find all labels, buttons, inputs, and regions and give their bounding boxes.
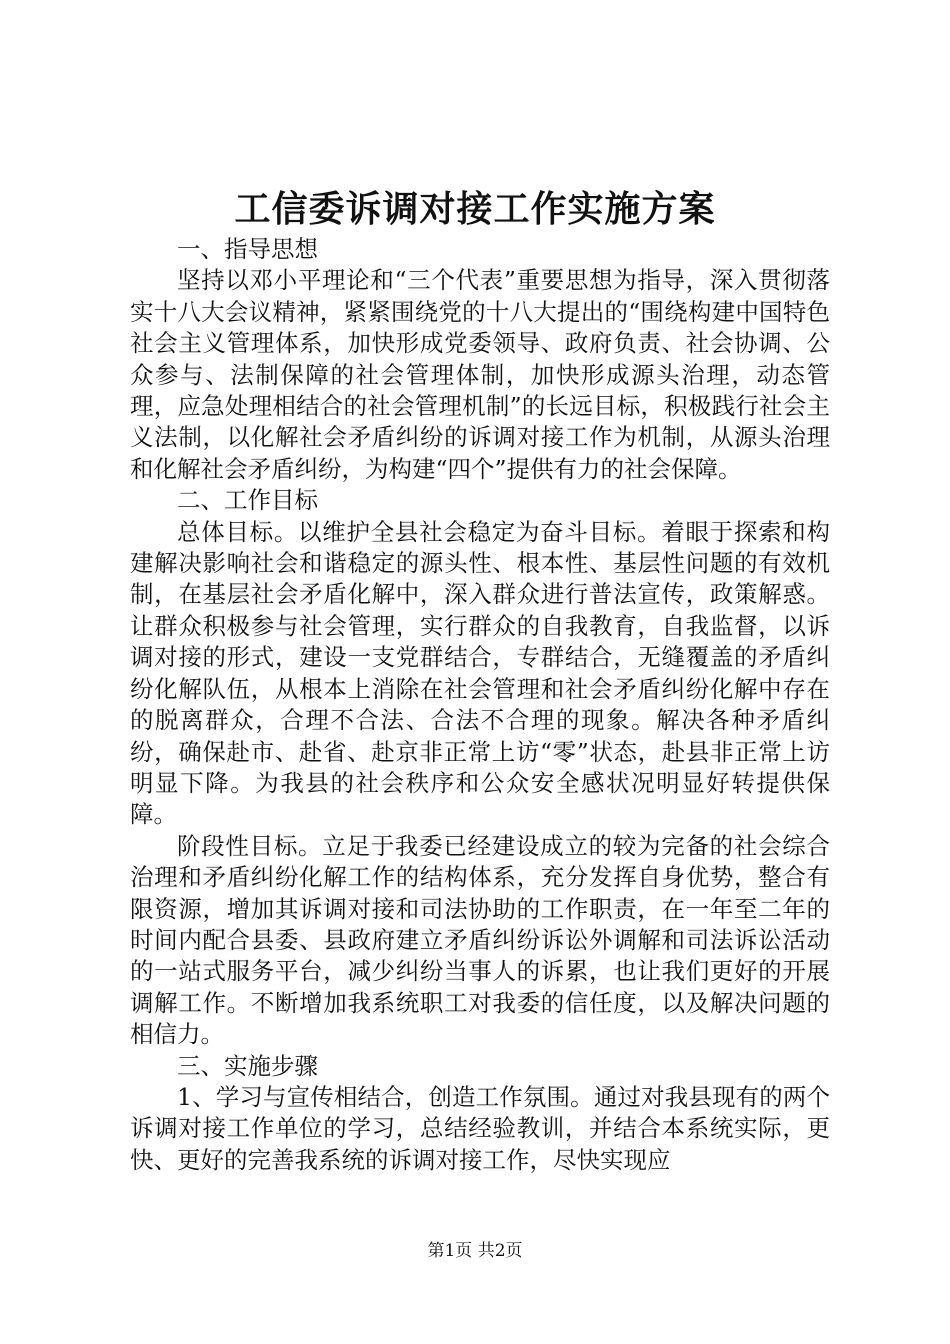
document-body <box>130 234 830 1176</box>
paragraph-phased-goal: 阶段性目标。立足于我委已经建设成立的较为完备的社会综合治理和矛盾纠纷化解工作的结构体系，充分发挥自身优势，整合有限资源，增加其诉调对接和司法协助的工作职责，在一年至二年的时间内配合县委、县政府建立矛盾纠纷诉讼外调解和司法诉讼活动的一站式服务平台，减少纠纷当事人的诉累，也让我们更好的开展调解工作。不断增加我系统职工对我委的信任度，以及解决问题的相信力。 <box>130 831 830 1049</box>
section-heading-implementation-steps: 三、实施步骤 <box>177 1051 318 1080</box>
paragraph-overall-goal: 总体目标。以维护全县社会稳定为奋斗目标。着眼于探索和构建解决影响社会和谐稳定的源头性、根本性、基层性问题的有效机制，在基层社会矛盾化解中，深入群众进行普法宣传，政策解惑。让群众积极参与社会管理，实行群众的自我教育，自我监督，以诉调对接的形式，建设一支党群结合，专群结合，无缝覆盖的矛盾纠纷化解队伍，从根本上消除在社会管理和社会矛盾纠纷化解中存在的脱离群众，合理不合法、合法不合理的现象。解决各种矛盾纠纷，确保赴市、赴省、赴京非正常上访“零”状态，赴县非正常上访明显下降。为我县的社会秩序和公众安全感状况明显好转提供保障。 <box>130 517 830 829</box>
page-number-footer: 第1页 共2页 <box>427 1241 523 1261</box>
document-title: 工信委诉调对接工作实施方案 <box>234 188 716 230</box>
section-heading-work-goals: 二、工作目标 <box>177 486 318 515</box>
paragraph-step-one: 1、学习与宣传相结合，创造工作氛围。通过对我县现有的两个诉调对接工作单位的学习，总结经验教训，并结合本系统实际，更快、更好的完善我系统的诉调对接工作，尽快实现应 <box>130 1082 830 1174</box>
paragraph-guiding-ideology: 坚持以邓小平理论和“三个代表”重要思想为指导，深入贯彻落实十八大会议精神，紧紧围绕党的十八大提出的“围绕构建中国特色社会主义管理体系，加快形成党委领导、政府负责、社会协调、公众参与、法制保障的社会管理体制，加快形成源头治理，动态管理，应急处理相结合的社会管理机制”的长远目标，积极践行社会主义法制，以化解社会矛盾纠纷的诉调对接工作为机制，从源头治理和化解社会矛盾纠纷，为构建“四个”提供有力的社会保障。 <box>130 266 830 483</box>
section-heading-guiding-ideology: 一、指导思想 <box>177 235 318 263</box>
